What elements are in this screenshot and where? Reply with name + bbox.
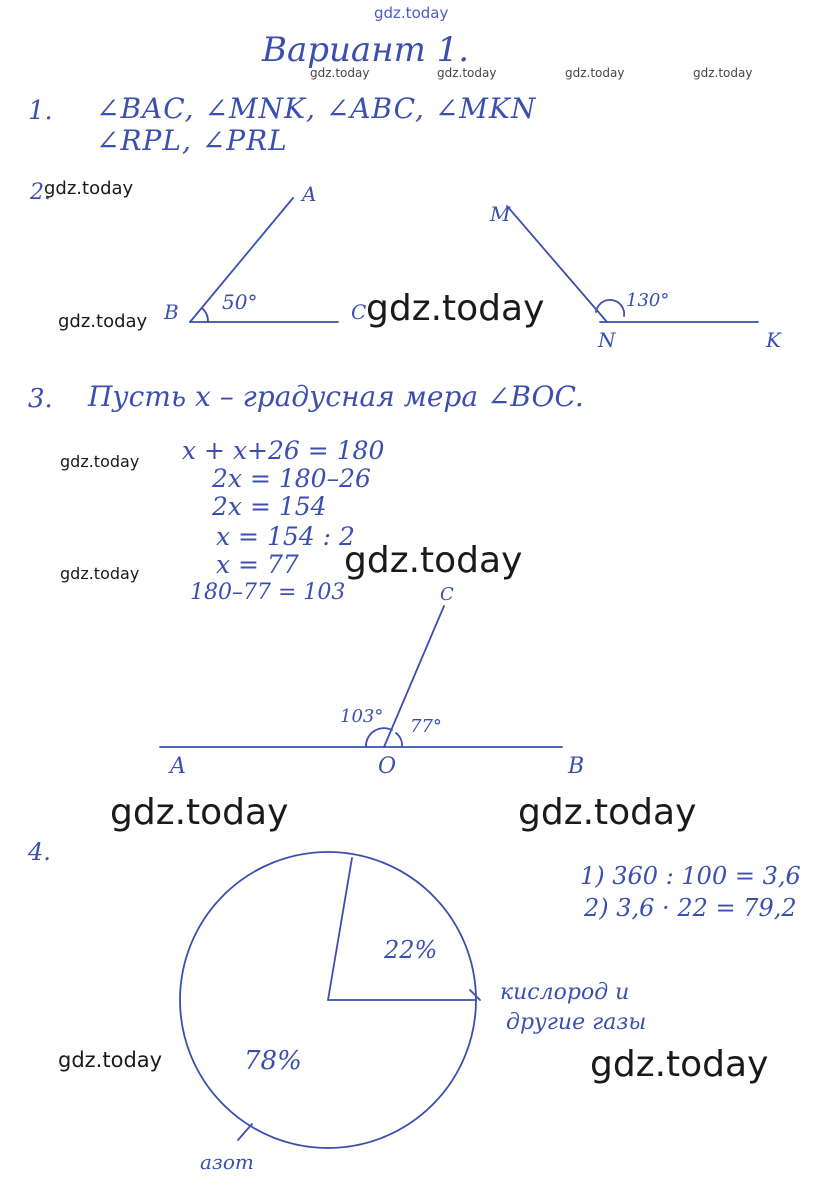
watermark: gdz.today — [60, 452, 140, 471]
pie-sector-edge-1 — [328, 858, 352, 1000]
equation-step-6: 180–77 = 103 — [190, 580, 346, 605]
task1-line2: ∠RPL, ∠PRL — [96, 124, 288, 157]
watermark-large: gdz.today — [366, 288, 545, 329]
ray-nm — [507, 206, 607, 322]
label-n: N — [598, 328, 616, 352]
equation-step-1: x + x+26 = 180 — [182, 436, 385, 465]
label-a-task3: A — [170, 754, 186, 779]
watermark: gdz.today — [437, 66, 497, 80]
watermark-large: gdz.today — [518, 792, 697, 833]
calc-step-2: 2) 3,6 · 22 = 79,2 — [584, 894, 797, 922]
watermark: gdz.today — [60, 564, 140, 583]
watermark: gdz.today — [565, 66, 625, 80]
angle-value-77: 77° — [410, 716, 442, 737]
calc-step-1: 1) 360 : 100 = 3,6 — [580, 862, 801, 890]
arc-angle-boc — [396, 733, 402, 747]
pie-label-78: 78% — [244, 1046, 302, 1076]
label-c-task3: C — [440, 584, 454, 605]
watermark-large: gdz.today — [344, 540, 523, 581]
watermark: gdz.today — [58, 311, 148, 332]
legend-oxygen-line2: другие газы — [506, 1010, 647, 1035]
pie-label-22: 22% — [384, 936, 438, 964]
legend-oxygen-line1: кислород и — [500, 980, 630, 1005]
arc-angle-b — [202, 308, 208, 322]
angle-value-103: 103° — [340, 706, 384, 727]
equation-step-4: x = 154 : 2 — [216, 522, 355, 551]
task1-line1: ∠BAC, ∠MNK, ∠ABC, ∠MKN — [96, 92, 537, 125]
label-a: A — [302, 182, 317, 206]
label-b: B — [164, 300, 179, 324]
label-k: K — [766, 328, 781, 352]
watermark: gdz.today — [693, 66, 753, 80]
label-m: M — [490, 202, 511, 226]
watermark-large: gdz.today — [590, 1044, 769, 1085]
task1-number: 1. — [28, 96, 53, 126]
pointer-nitrogen — [238, 1124, 252, 1140]
watermark-large: gdz.today — [110, 792, 289, 833]
watermark-top: gdz.today — [374, 4, 449, 22]
page-title: Вариант 1. — [262, 30, 470, 70]
task3-statement: Пусть x – градусная мера ∠BOC. — [88, 380, 584, 413]
task3-number: 3. — [28, 384, 53, 414]
legend-nitrogen: азот — [200, 1150, 254, 1174]
watermark: gdz.today — [44, 178, 134, 199]
label-b-task3: B — [568, 754, 585, 779]
angle-value-50: 50° — [222, 290, 258, 314]
label-c: C — [351, 300, 367, 324]
equation-step-5: x = 77 — [216, 550, 299, 579]
task2-number: 2. — [30, 180, 51, 205]
label-o: O — [378, 754, 397, 779]
angle-value-130: 130° — [626, 290, 670, 311]
task4-number: 4. — [28, 838, 51, 866]
watermark: gdz.today — [310, 66, 370, 80]
watermark: gdz.today — [58, 1048, 163, 1072]
equation-step-3: 2x = 154 — [212, 492, 327, 521]
equation-step-2: 2x = 180–26 — [212, 464, 371, 493]
